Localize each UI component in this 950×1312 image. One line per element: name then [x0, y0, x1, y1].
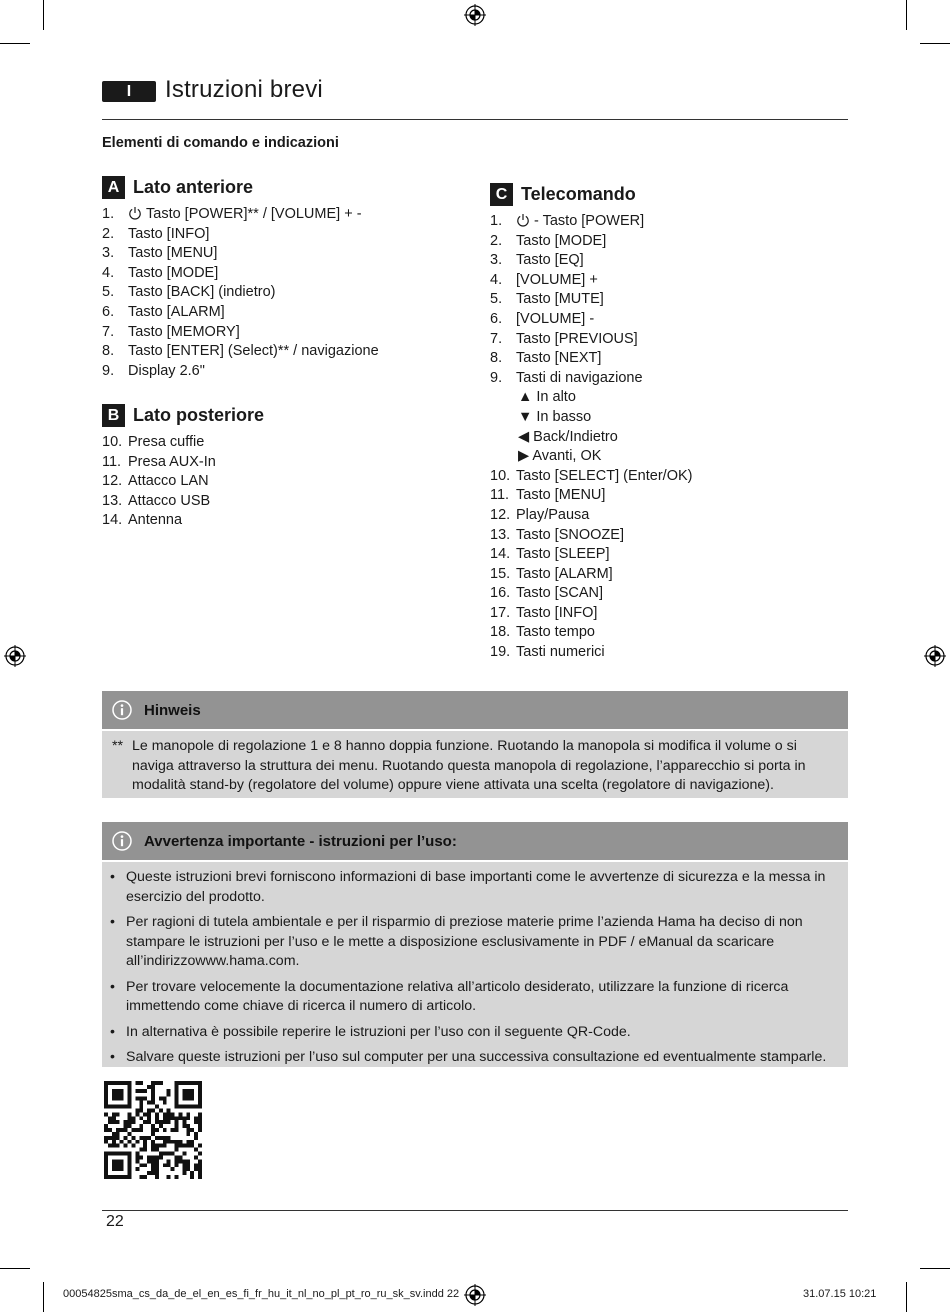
- list-item: [102, 492, 216, 512]
- item-number: 14.: [490, 546, 511, 563]
- list-item: [102, 342, 379, 362]
- item-number: 1.: [102, 206, 115, 222]
- item-text: ◀ Back/Indietro: [518, 428, 618, 445]
- list-item: [490, 623, 692, 643]
- list-item: [490, 467, 692, 487]
- item-text: Attacco LAN: [128, 473, 209, 490]
- list-item: [490, 310, 692, 330]
- item-text: Tasto [SNOOZE]: [516, 526, 624, 543]
- list-item: [490, 349, 692, 369]
- list-item: [490, 388, 692, 408]
- page-number: 22: [106, 1213, 124, 1230]
- list-item: [490, 643, 692, 663]
- list-item: [490, 251, 692, 271]
- item-text: Tasto [ALARM]: [128, 303, 225, 320]
- list-item: [102, 323, 379, 343]
- item-text: Tasto [MUTE]: [516, 291, 604, 308]
- section-a-list: [102, 205, 379, 381]
- info-icon: [112, 700, 132, 720]
- list-item: [102, 472, 216, 492]
- power-icon: [516, 213, 530, 227]
- item-number: 1.: [490, 213, 503, 229]
- list-item: [490, 232, 692, 252]
- item-text: - Tasto [POWER]: [534, 213, 645, 229]
- item-text: Tasto [SLEEP]: [516, 546, 610, 563]
- item-text: Tasto [MODE]: [128, 264, 219, 281]
- item-number: 8.: [102, 343, 115, 360]
- language-tag: I: [102, 81, 156, 102]
- item-number: 4.: [102, 264, 115, 281]
- header-divider: [102, 119, 848, 120]
- item-number: 9.: [102, 362, 115, 379]
- item-number: 11.: [490, 487, 510, 504]
- item-number: 4.: [490, 271, 503, 288]
- item-number: 3.: [490, 252, 503, 269]
- crop-mark: [906, 0, 907, 30]
- section-c-heading: [490, 183, 636, 206]
- warning-header: [102, 822, 848, 860]
- list-item: [490, 447, 692, 467]
- list-item: [490, 526, 692, 546]
- bullet-item: • Per trovare velocemente la documentazione relativa all’articolo desiderato, utilizzare la funzione di ricerca immettendo come chiave di ricerca il numero di articolo.: [102, 978, 848, 1017]
- section-c-list: [490, 212, 692, 663]
- crop-mark: [43, 1282, 44, 1312]
- item-text: Tasto [NEXT]: [516, 350, 602, 367]
- item-text: Tasto [MEMORY]: [128, 323, 240, 340]
- item-text: Play/Pausa: [516, 506, 590, 523]
- item-text: Tasti numerici: [516, 644, 605, 661]
- item-text: Tasti di navigazione: [516, 369, 643, 386]
- list-item: [490, 212, 692, 232]
- item-number: 10.: [102, 434, 123, 450]
- list-item: [102, 283, 379, 303]
- footnote-marker: **: [112, 738, 124, 754]
- item-text: Tasto [ALARM]: [516, 565, 613, 582]
- hinweis-text: Le manopole di regolazione 1 e 8 hanno doppia funzione. Ruotando la manopola si modifica il volume o si naviga attraverso la struttura dei menu. Ruotando questa manopola di regolazione, l’apparecchio si porta in modalità stand-by (regolatore del volume) oppure viene attivata una scelta (regolatore di navigazione).: [132, 738, 806, 793]
- item-text: [VOLUME] +: [516, 271, 598, 288]
- item-text: Antenna: [128, 512, 183, 529]
- list-item: [102, 453, 216, 473]
- item-number: [490, 408, 516, 428]
- item-text: Presa AUX-In: [128, 453, 216, 470]
- item-text: Tasto [EQ]: [516, 252, 584, 269]
- item-number: 7.: [102, 323, 115, 340]
- list-item: [490, 428, 692, 448]
- item-text: Display 2.6": [128, 362, 205, 379]
- item-text: Tasto [MODE]: [516, 232, 607, 249]
- section-badge: A: [102, 176, 125, 199]
- list-item: [490, 330, 692, 350]
- bullet-text: Queste istruzioni brevi forniscono informazioni di base importanti come le avvertenze di sicurezza e la messa in esercizio del prodotto.: [126, 869, 826, 905]
- item-number: 6.: [102, 303, 115, 320]
- item-text: Tasto [BACK] (indietro): [128, 284, 276, 301]
- list-item: [490, 506, 692, 526]
- item-number: 5.: [102, 284, 115, 301]
- item-number: 7.: [490, 330, 503, 347]
- list-item: [490, 545, 692, 565]
- registration-mark-icon: [924, 645, 946, 667]
- item-number: 12.: [490, 506, 511, 523]
- footer-divider: [102, 1210, 848, 1211]
- list-item: [490, 408, 692, 428]
- section-badge: B: [102, 404, 125, 427]
- crop-mark: [906, 1282, 907, 1312]
- item-number: 18.: [490, 624, 511, 641]
- item-number: 11.: [102, 453, 122, 470]
- item-number: 5.: [490, 291, 503, 308]
- bullet-item: • Salvare queste istruzioni per l’uso sul computer per una successiva consultazione ed eventualmente stamparle.: [102, 1048, 848, 1068]
- section-badge: C: [490, 183, 513, 206]
- item-text: Tasto [SCAN]: [516, 585, 604, 602]
- section-b-list: [102, 433, 216, 531]
- crop-mark: [920, 1268, 950, 1269]
- crop-mark: [0, 1268, 30, 1269]
- list-item: [490, 565, 692, 585]
- item-number: 14.: [102, 512, 123, 529]
- section-title: Lato posteriore: [133, 405, 265, 425]
- item-number: [490, 447, 516, 467]
- list-item: [102, 511, 216, 531]
- list-item: [490, 604, 692, 624]
- item-number: 15.: [490, 565, 511, 582]
- crop-mark: [43, 0, 44, 30]
- list-item: [102, 362, 379, 382]
- list-item: [102, 244, 379, 264]
- item-number: 13.: [490, 526, 511, 543]
- item-number: 2.: [102, 225, 115, 242]
- item-number: 6.: [490, 310, 503, 327]
- bullet-item: • In alternativa è possibile reperire le istruzioni per l’uso con il seguente QR-Code.: [102, 1023, 848, 1043]
- list-item: [102, 303, 379, 323]
- item-number: 13.: [102, 492, 123, 509]
- warning-body: [102, 862, 848, 1067]
- info-icon: [112, 831, 132, 851]
- item-number: 10.: [490, 467, 511, 484]
- print-date: 31.07.15 10:21: [803, 1288, 877, 1300]
- item-text: Presa cuffie: [128, 434, 205, 450]
- list-item: [102, 225, 379, 245]
- section-a-heading: [102, 176, 253, 199]
- registration-mark-icon: [464, 1284, 486, 1306]
- bullet-item: • Per ragioni di tutela ambientale e per il risparmio di preziose materie prime l’azienda Hama ha deciso di non stampare le istruzioni per l’uso e le mette a disposizione esclusivamente in PDF / eManual da scaricare all’indirizzowww.hama.com.: [102, 913, 848, 972]
- bullet-text: In alternativa è possibile reperire le istruzioni per l’uso con il seguente QR-Code.: [126, 1023, 631, 1040]
- item-number: 16.: [490, 585, 511, 602]
- item-text: Tasto tempo: [516, 624, 595, 641]
- bullet-text: Per trovare velocemente la documentazione relativa all’articolo desiderato, utilizzare la funzione di ricerca immettendo come chiave di ricerca il numero di articolo.: [126, 978, 789, 1014]
- section-b-heading: [102, 404, 264, 427]
- crop-mark: [0, 43, 30, 44]
- item-text: Tasto [ENTER] (Select)** / navigazione: [128, 343, 379, 360]
- item-number: 2.: [490, 232, 503, 249]
- item-text: ▶ Avanti, OK: [518, 448, 602, 465]
- list-item: [102, 433, 216, 453]
- registration-mark-icon: [4, 645, 26, 667]
- item-text: ▼ In basso: [518, 408, 592, 425]
- item-number: 19.: [490, 644, 511, 661]
- list-item: [102, 205, 379, 225]
- bullet-text: Salvare queste istruzioni per l’uso sul computer per una successiva consultazione ed eventualmente stamparle.: [126, 1049, 827, 1065]
- hinweis-title: Hinweis: [144, 701, 201, 719]
- item-text: ▲ In alto: [518, 389, 576, 406]
- item-text: Tasto [INFO]: [516, 604, 598, 621]
- power-icon: [128, 206, 142, 220]
- hinweis-header: [102, 691, 848, 729]
- section-subtitle: Elementi di comando e indicazioni: [102, 135, 339, 151]
- item-text: Tasto [INFO]: [128, 225, 210, 242]
- item-text: Tasto [POWER]** / [VOLUME] + -: [146, 206, 362, 222]
- item-text: Tasto [MENU]: [128, 245, 218, 262]
- crop-mark: [920, 43, 950, 44]
- item-text: [VOLUME] -: [516, 310, 595, 327]
- list-item: [490, 486, 692, 506]
- item-number: [490, 388, 516, 408]
- list-item: [490, 369, 692, 389]
- item-number: [490, 428, 516, 448]
- registration-mark-icon: [464, 4, 486, 26]
- print-filename: 00054825sma_cs_da_de_el_en_es_fi_fr_hu_it_nl_no_pl_pt_ro_ru_sk_sv.indd 22: [63, 1288, 460, 1300]
- list-item: [102, 264, 379, 284]
- bullet-item: • Queste istruzioni brevi forniscono informazioni di base importanti come le avvertenze di sicurezza e la messa in esercizio del prodotto.: [102, 868, 848, 907]
- list-item: [490, 584, 692, 604]
- warning-title: Avvertenza importante - istruzioni per l’uso:: [144, 832, 457, 850]
- section-title: Telecomando: [521, 184, 636, 204]
- item-number: 12.: [102, 473, 123, 490]
- item-text: Attacco USB: [128, 492, 211, 509]
- item-text: Tasto [MENU]: [516, 487, 606, 504]
- item-text: Tasto [PREVIOUS]: [516, 330, 638, 347]
- item-number: 9.: [490, 369, 503, 386]
- list-item: [490, 290, 692, 310]
- item-text: Tasto [SELECT] (Enter/OK): [516, 467, 693, 484]
- item-number: 8.: [490, 350, 503, 367]
- item-number: 3.: [102, 245, 115, 262]
- section-title: Lato anteriore: [133, 177, 254, 197]
- list-item: [490, 271, 692, 291]
- hinweis-body: [102, 731, 848, 798]
- page-title: Istruzioni brevi: [165, 76, 323, 103]
- bullet-text: Per ragioni di tutela ambientale e per il risparmio di preziose materie prime l’azienda Hama ha deciso di non stampare le istruzioni per l’uso e le mette a disposizione esclusivamente in PDF / eManual da scaricare all’indirizzowww.hama.com.: [126, 914, 803, 969]
- qr-code[interactable]: [104, 1081, 202, 1179]
- item-number: 17.: [490, 604, 511, 621]
